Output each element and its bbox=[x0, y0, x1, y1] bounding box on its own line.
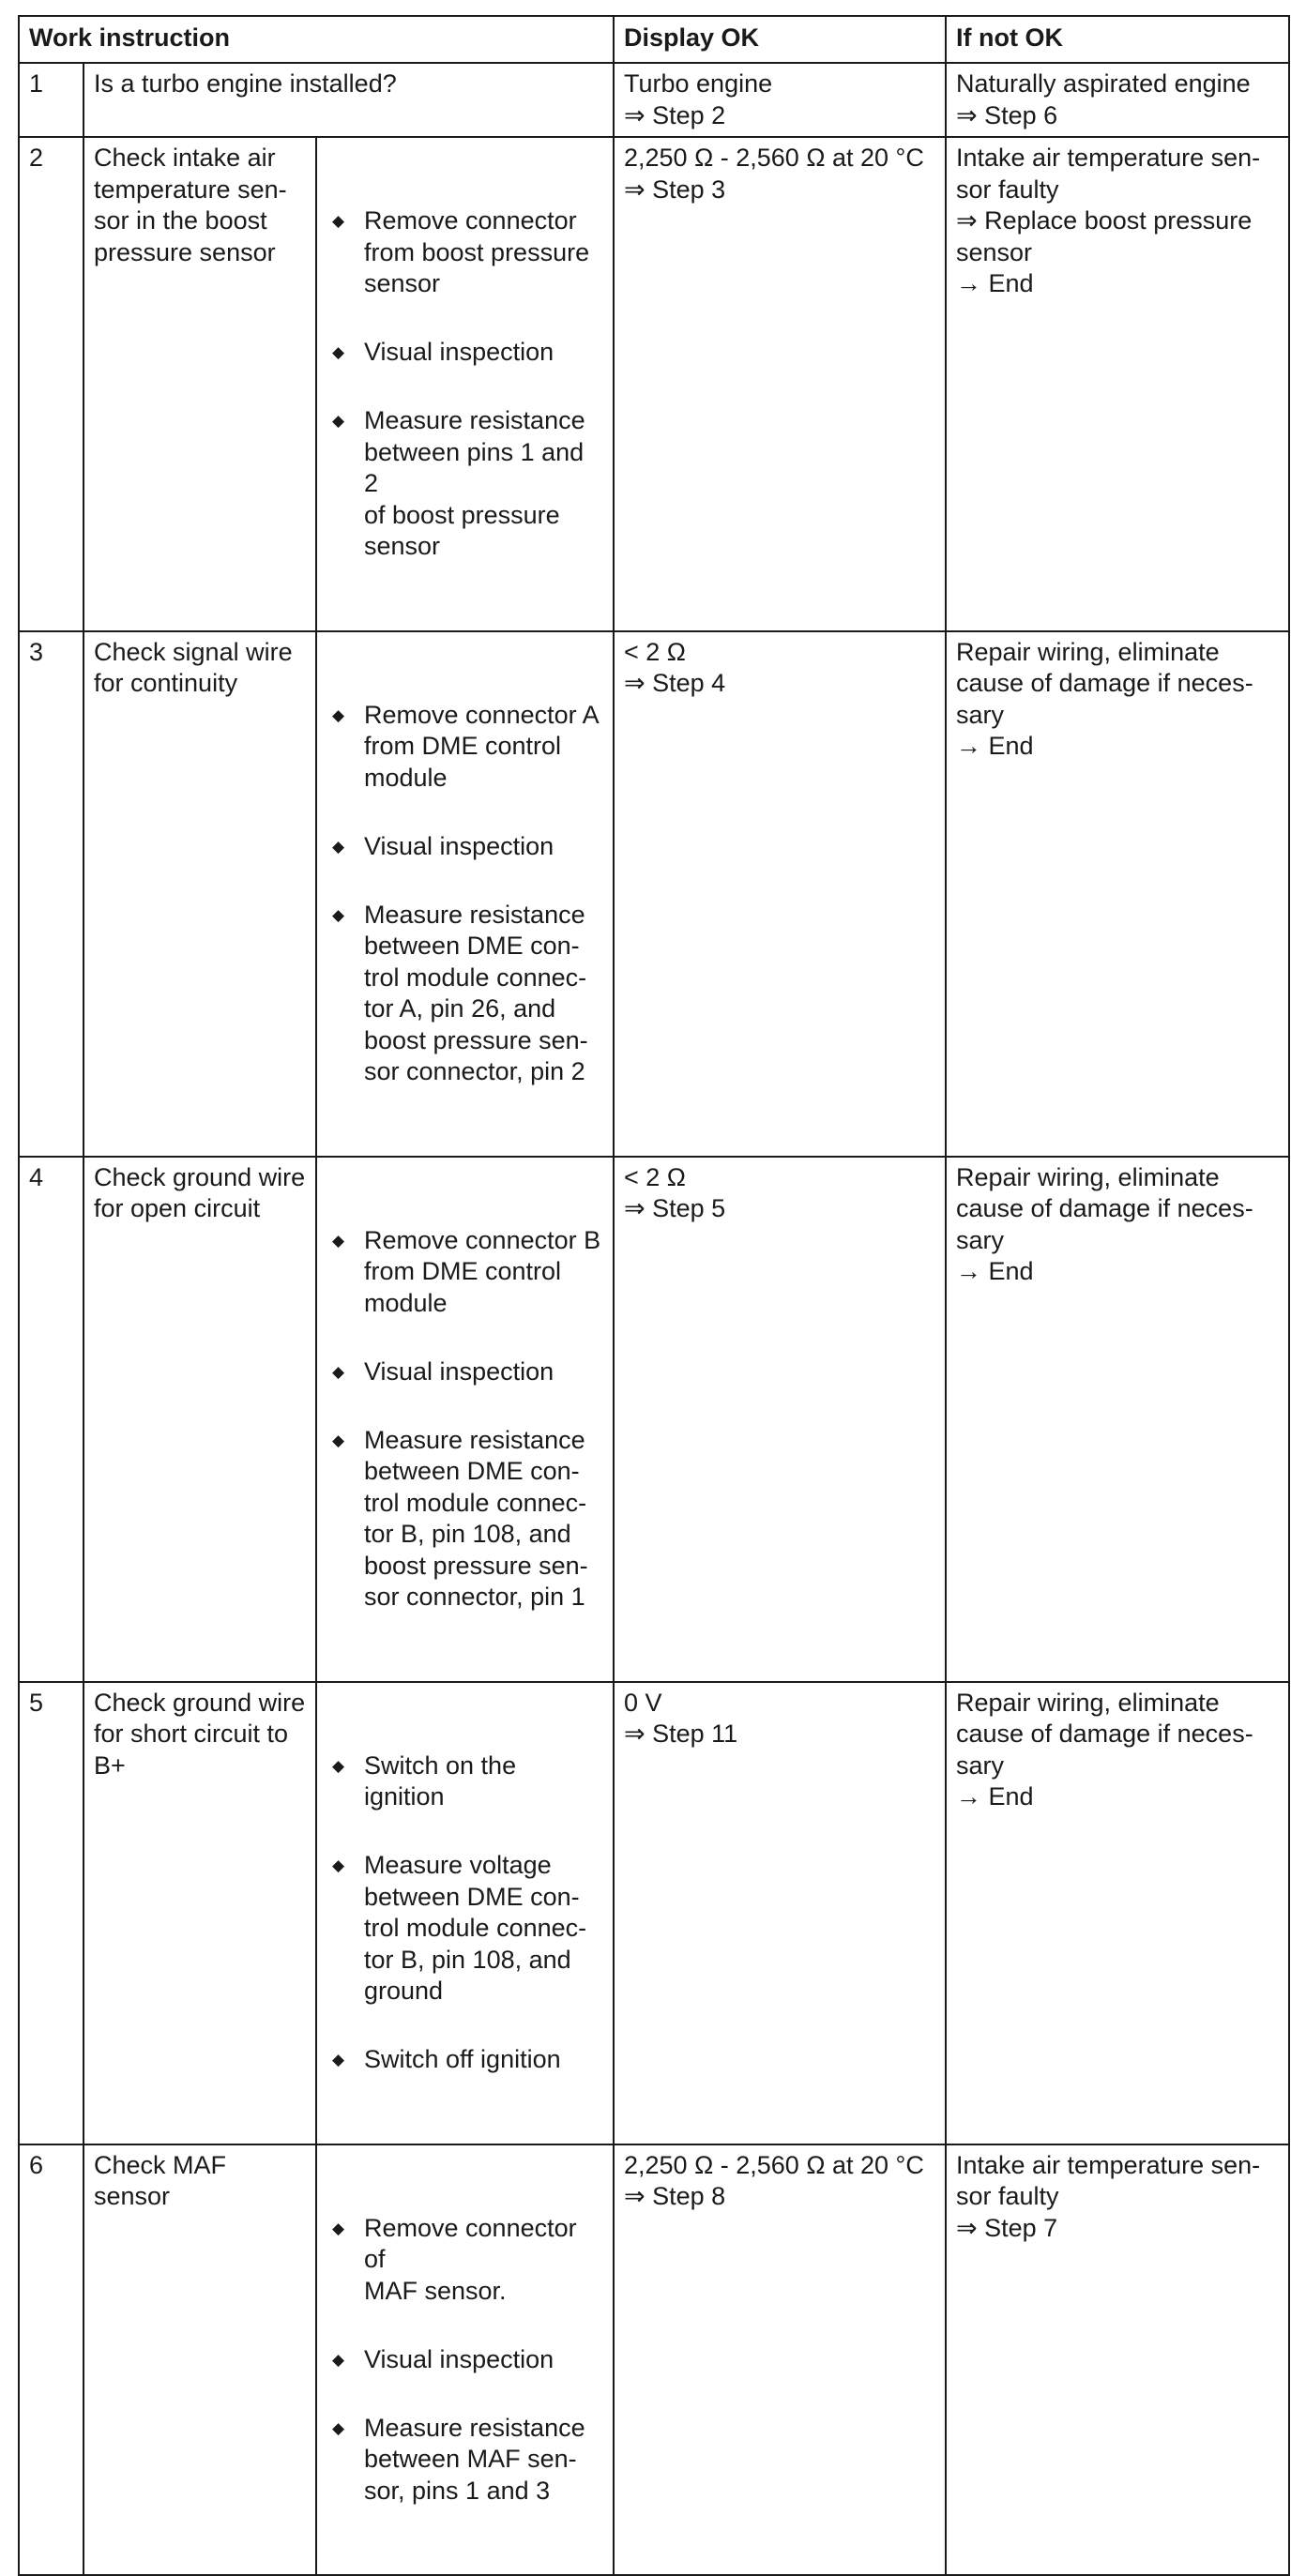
list-item-text: Visual inspection bbox=[364, 2344, 554, 2373]
step-instruction: Check signal wire for continuity bbox=[84, 631, 316, 1157]
diamond-bullet-icon: ◆ bbox=[332, 212, 345, 230]
header-work-instruction: Work instruction bbox=[19, 16, 614, 63]
step-details-list bbox=[326, 2181, 603, 2538]
table-row bbox=[19, 1157, 1289, 1682]
diamond-bullet-icon: ◆ bbox=[332, 1756, 345, 1775]
step-if-not-ok: Intake air temperature sen- sor faulty ⇒ Replace boost pressure sensor → End bbox=[946, 137, 1289, 631]
list-item-text: Switch on the ignition bbox=[364, 1750, 517, 1811]
step-if-not-ok: Repair wiring, eliminate cause of damage if neces- sary → End bbox=[946, 1157, 1289, 1682]
step-display-ok: 0 V ⇒ Step 11 bbox=[614, 1682, 946, 2144]
diamond-bullet-icon: ◆ bbox=[332, 412, 345, 430]
step-if-not-ok: Repair wiring, eliminate cause of damage if neces- sary → End bbox=[946, 1682, 1289, 2144]
list-item-text: Measure resistance between DME con- trol module connec- tor B, pin 108, and boost pressure sen- sor connector, pin 1 bbox=[364, 1425, 588, 1611]
step-instruction: Check ground wire for open circuit bbox=[84, 1157, 316, 1682]
table-row bbox=[19, 137, 1289, 631]
step-instruction: Check ground wire for short circuit to B+ bbox=[84, 1682, 316, 2144]
list-item-text: Measure resistance between MAF sen- sor, pins 1 and 3 bbox=[364, 2413, 585, 2505]
step-details bbox=[316, 631, 614, 1157]
step-display-ok: < 2 Ω ⇒ Step 4 bbox=[614, 631, 946, 1157]
step-instruction: Check MAF sensor bbox=[84, 2144, 316, 2576]
list-item-text: Measure resistance between pins 1 and 2 of boost pressure sensor bbox=[364, 406, 585, 560]
diamond-bullet-icon: ◆ bbox=[332, 2350, 345, 2369]
step-instruction: Check intake air temperature sen- sor in the boost pressure sensor bbox=[84, 137, 316, 631]
list-item-text: Remove connector A from DME control module bbox=[364, 700, 600, 792]
step-display-ok: Turbo engine ⇒ Step 2 bbox=[614, 63, 946, 137]
diamond-bullet-icon: ◆ bbox=[332, 2418, 345, 2437]
diamond-bullet-icon: ◆ bbox=[332, 837, 345, 856]
step-if-not-ok: Repair wiring, eliminate cause of damage if neces- sary → End bbox=[946, 631, 1289, 1157]
list-item bbox=[326, 2413, 603, 2508]
list-item bbox=[326, 900, 603, 1088]
step-if-not-ok: Naturally aspirated engine ⇒ Step 6 bbox=[946, 63, 1289, 137]
list-item bbox=[326, 2344, 603, 2376]
step-number: 1 bbox=[19, 63, 84, 137]
header-if-not-ok: If not OK bbox=[946, 16, 1289, 63]
step-display-ok: 2,250 Ω - 2,560 Ω at 20 °C ⇒ Step 8 bbox=[614, 2144, 946, 2576]
diamond-bullet-icon: ◆ bbox=[332, 2051, 345, 2068]
list-item-text: Measure voltage between DME con- trol module connec- tor B, pin 108, and ground bbox=[364, 1851, 587, 2005]
list-item-text: Measure resistance between DME con- trol module connec- tor A, pin 26, and boost pressure sen- sor connector, pin 2 bbox=[364, 900, 588, 1085]
step-instruction: Is a turbo engine installed? bbox=[84, 63, 614, 137]
header-display-ok: Display OK bbox=[614, 16, 946, 63]
step-details-list bbox=[326, 1719, 603, 2107]
step-number: 5 bbox=[19, 1682, 84, 2144]
table-row bbox=[19, 2144, 1289, 2576]
diamond-bullet-icon: ◆ bbox=[332, 1856, 345, 1874]
table-row bbox=[19, 1682, 1289, 2144]
list-item bbox=[326, 337, 603, 369]
step-details bbox=[316, 1157, 614, 1682]
step-details bbox=[316, 137, 614, 631]
step-details bbox=[316, 2144, 614, 2576]
list-item-text: Remove connector B from DME control module bbox=[364, 1225, 601, 1317]
list-item-text: Remove connector of MAF sensor. bbox=[364, 2213, 577, 2305]
list-item bbox=[326, 1850, 603, 2008]
diamond-bullet-icon: ◆ bbox=[332, 2219, 345, 2237]
step-details-list bbox=[326, 174, 603, 595]
step-number: 3 bbox=[19, 631, 84, 1157]
diamond-bullet-icon: ◆ bbox=[332, 1431, 345, 1449]
list-item-text: Visual inspection bbox=[364, 831, 554, 860]
diamond-bullet-icon: ◆ bbox=[332, 705, 345, 724]
diamond-bullet-icon: ◆ bbox=[332, 1231, 345, 1250]
list-item bbox=[326, 405, 603, 563]
work-instruction-table bbox=[18, 15, 1290, 2576]
diamond-bullet-icon: ◆ bbox=[332, 905, 345, 924]
list-item bbox=[326, 1425, 603, 1614]
step-details-list bbox=[326, 1193, 603, 1644]
step-number: 2 bbox=[19, 137, 84, 631]
list-item bbox=[326, 831, 603, 863]
list-item bbox=[326, 2213, 603, 2308]
list-item bbox=[326, 1225, 603, 1320]
step-display-ok: 2,250 Ω - 2,560 Ω at 20 °C ⇒ Step 3 bbox=[614, 137, 946, 631]
header-row bbox=[19, 16, 1289, 63]
step-number: 6 bbox=[19, 2144, 84, 2576]
step-display-ok: < 2 Ω ⇒ Step 5 bbox=[614, 1157, 946, 1682]
table-row bbox=[19, 63, 1289, 137]
list-item bbox=[326, 2044, 603, 2076]
list-item-text: Visual inspection bbox=[364, 338, 554, 366]
step-if-not-ok: Intake air temperature sen- sor faulty ⇒ Step 7 bbox=[946, 2144, 1289, 2576]
list-item-text: Switch off ignition bbox=[364, 2045, 561, 2073]
list-item bbox=[326, 205, 603, 300]
list-item-text: Visual inspection bbox=[364, 1356, 554, 1386]
step-number: 4 bbox=[19, 1157, 84, 1682]
step-details bbox=[316, 1682, 614, 2144]
list-item-text: Remove connector from boost pressure sensor bbox=[364, 206, 590, 297]
step-details-list bbox=[326, 668, 603, 1119]
diamond-bullet-icon: ◆ bbox=[332, 343, 345, 361]
list-item bbox=[326, 700, 603, 795]
diamond-bullet-icon: ◆ bbox=[332, 1362, 345, 1381]
list-item bbox=[326, 1356, 603, 1388]
table-row bbox=[19, 631, 1289, 1157]
list-item bbox=[326, 1750, 603, 1813]
